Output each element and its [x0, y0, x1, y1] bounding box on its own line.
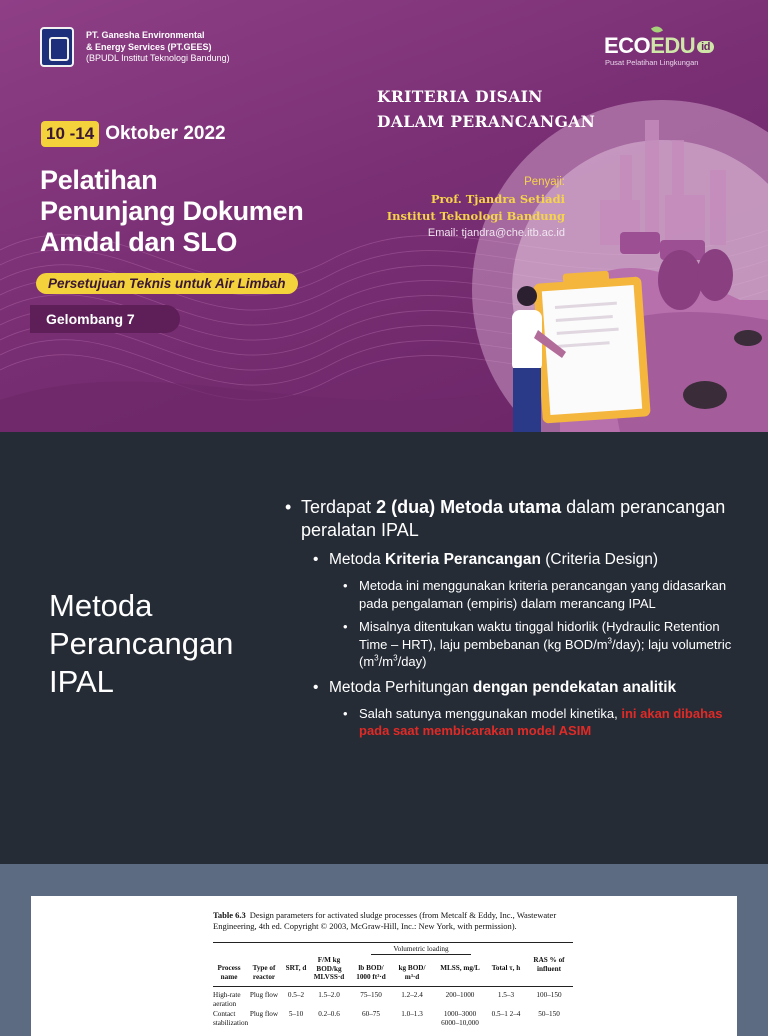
table-cell: 1.2–2.4	[401, 991, 423, 999]
bullet-hrt-example: • Misalnya ditentukan waktu tinggal hidorlik (Hydraulic Retention Time – HRT), laju pembebanan (kg BOD/$m^3/day$); laju volumetric $(m^3/m^3/day)$	[343, 618, 735, 671]
table-cell: Plug flow	[249, 991, 279, 999]
table-header-cell: MLSS, mg/L	[440, 964, 480, 972]
wave-badge: Gelombang 7	[46, 311, 135, 327]
table-header-cell: kg BOD/ m³·d	[398, 964, 426, 981]
table-header-cell: Type of reactor	[252, 964, 276, 981]
training-subtitle: Persetujuan Teknis untuk Air Limbah	[36, 273, 298, 294]
factory-illustration	[0, 0, 768, 432]
table-header-cell: lb BOD/ 1000 ft³·d	[356, 964, 386, 981]
table-cell: 1.5–3	[497, 991, 515, 999]
table-cell: 50–150	[538, 1010, 560, 1018]
ecoedu-logo: ECOEDU id	[604, 33, 714, 59]
table-cell: 0.2–0.6	[318, 1010, 340, 1018]
methods-slide	[0, 432, 768, 864]
table-header-cell: Process name	[217, 964, 241, 981]
bullet-criteria-design: • Metoda Kriteria Perancangan (Criteria Design)	[313, 549, 735, 570]
date-days: 10 -14	[41, 121, 99, 147]
table-cell: Plug flow	[249, 1010, 279, 1018]
brand-tagline: Pusat Pelatihan Lingkungan	[605, 58, 699, 67]
bullet-main-methods: • Terdapat 2 (dua) Metoda utama dalam perancangan peralatan IPAL	[285, 496, 735, 542]
date-month-year: Oktober 2022	[105, 123, 226, 144]
bullet-list	[285, 496, 735, 746]
organization-name: PT. Ganesha Environmental & Energy Services (PT.GEES) (BPUDL Institut Teknologi Bandung)	[86, 30, 230, 63]
table-cell: 1000–3000 6000–10,000	[441, 1010, 479, 1027]
table-cell: 60–75	[362, 1010, 380, 1018]
table-slide	[0, 864, 768, 1027]
bullet-analytic-method: • Metoda Perhitungan dengan pendekatan analitik	[313, 677, 735, 698]
table-cell: 75–150	[360, 991, 382, 999]
slide-title: Metoda Perancangan IPAL	[49, 588, 234, 699]
scanned-table-page	[31, 896, 737, 1036]
table-header-cell: RAS % of influent	[533, 956, 565, 973]
table-cell: 0.5–2	[287, 991, 305, 999]
table-cell: 1.5–2.0	[318, 991, 340, 999]
bullet-kinetic-model: • Salah satunya menggunakan model kinetika, ini akan dibahas pada saat membicarakan model ASIM	[343, 705, 735, 740]
table-cell: 0.5–1 2–4	[491, 1010, 521, 1018]
table-cell: 1.0–1.3	[401, 1010, 423, 1018]
table-cell: 200–1000	[445, 991, 475, 999]
presenter-info: Penyaji: Prof. Tjandra Setiadi Institut Teknologi Bandung Email: tjandra@che.itb.ac.id	[386, 176, 565, 239]
bullet-empirical: • Metoda ini menggunakan kriteria perancangan yang didasarkan pada pengalaman (empiris) dalam merancang IPAL	[343, 577, 735, 612]
table-cell: Contact stabilization	[213, 1010, 249, 1027]
table-header-cell: F/M kg BOD/kg MLVSS·d	[313, 956, 345, 981]
table-header-cell: Total τ, h	[491, 964, 521, 972]
training-title: Pelatihan Penunjang Dokumen Amdal dan SLO	[40, 165, 304, 257]
table-header-cell: SRT, d	[285, 964, 307, 972]
table-cell: 100–150	[536, 991, 562, 999]
slide-heading: KRITERIA DISAIN DALAM PERANCANGAN	[377, 87, 596, 131]
table-cell: 5–10	[288, 1010, 304, 1018]
banner-slide	[0, 0, 768, 432]
volumetric-loading-header: Volumetric loading	[393, 945, 449, 953]
table-cell: High-rate aeration	[213, 991, 241, 1008]
table-caption: Table 6.3 Design parameters for activated sludge processes (from Metcalf & Eddy, Inc., Wastewater Engineering, 4th ed. Copyright © 2003, McGraw-Hill, Inc.: New York, with permission).	[213, 910, 557, 931]
